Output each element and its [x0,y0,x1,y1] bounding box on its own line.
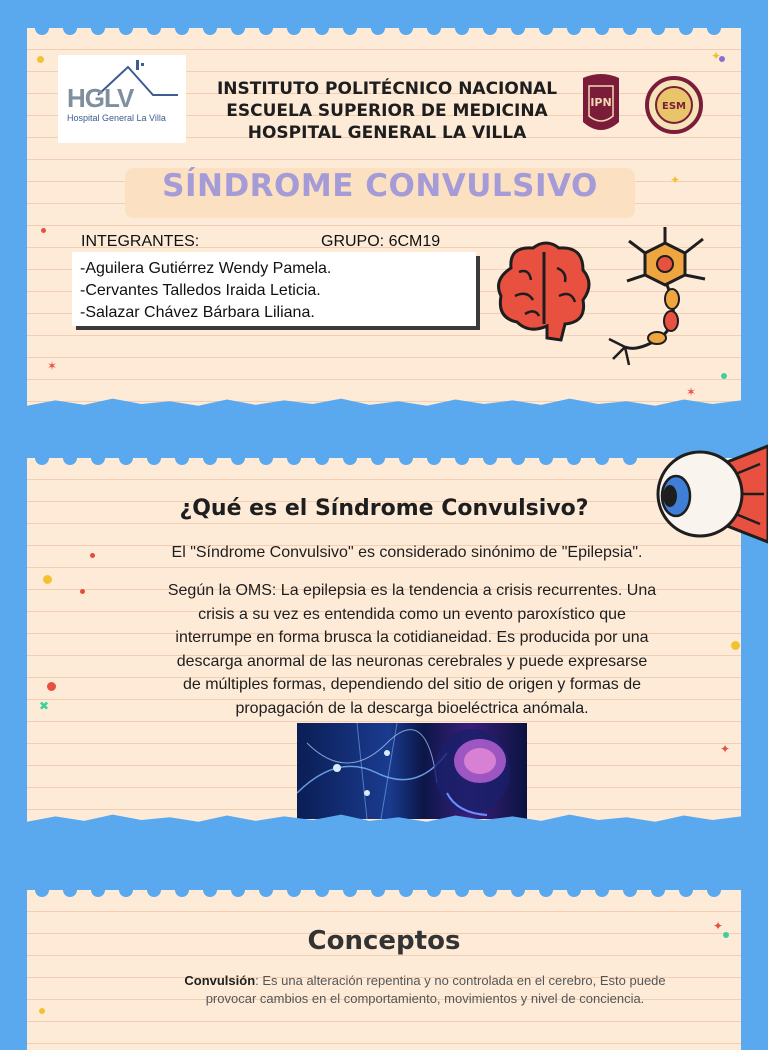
brain-icon [491,238,597,351]
paragraph-synonym: El "Síndrome Convulsivo" es considerado sinónimo de "Epilepsia". [171,544,643,561]
binder-holes [27,458,741,480]
neurons-brain-image [297,723,527,819]
decor-dot [43,575,52,584]
section-title: ¿Qué es el Síndrome Convulsivo? [179,496,589,521]
torn-edge [27,395,741,412]
hglv-logo [58,55,186,143]
member-2: -Cervantes Talledos Iraida Leticia. [80,282,321,299]
decor-dot [723,932,729,938]
concepts-card [27,890,741,1050]
decor-star: ✦ [720,742,731,756]
decor-dot [39,1008,45,1014]
concept-definition-line-2: provocar cambios en el comportamiento, movimientos y nivel de conciencia. [205,991,645,1006]
esm-logo-text: ESM [662,101,686,112]
ipn-logo-text: IPN [590,96,612,109]
eye-icon [652,444,768,549]
institution-line-1: INSTITUTO POLITÉCNICO NACIONAL [216,79,558,99]
decor-star: ✦ [670,173,681,187]
institution-header [197,78,577,144]
concept-term: Convulsión [184,973,256,988]
decor-star: ✶ [686,385,697,399]
decor-star: ✦ [711,49,722,63]
members-label: INTEGRANTES: [81,233,200,250]
definition-card [27,458,741,828]
member-3: -Salazar Chávez Bárbara Liliana. [80,304,315,321]
concepts-title: Conceptos [307,926,461,956]
decor-star: ✖ [39,699,50,713]
binder-holes [27,28,741,50]
cover-card [27,28,741,412]
neuron-icon [605,223,735,378]
paragraph-line: Según la OMS: La epilepsia es la tendencia a crisis recurrentes. Una [167,582,657,599]
bullet-dot [80,589,85,594]
decor-dot [721,373,727,379]
paragraph-line: descarga anormal de las neuronas cerebrales y puede expresarse [176,652,648,670]
paragraph-oms [103,579,721,720]
paragraph-line: interrumpe en forma brusca la cotidianeidad. Es producida por una [175,629,649,646]
bullet-dot [90,553,95,558]
institution-line-2: ESCUELA SUPERIOR DE MEDICINA [226,101,548,121]
decor-star: ✦ [713,919,724,933]
decor-star: ✶ [47,359,58,373]
page-title: SÍNDROME CONVULSIVO [125,168,635,218]
logo-text: HGLV [67,83,134,113]
binder-holes [27,890,741,912]
decor-dot [47,682,56,691]
paragraph-line: propagación de la descarga bioeléctrica anómala. [235,699,589,717]
member-1: -Aguilera Gutiérrez Wendy Pamela. [80,260,332,277]
ipn-logo [579,72,623,143]
esm-logo [645,76,703,139]
team-header [81,233,491,251]
group-label: GRUPO: 6CM19 [321,233,441,250]
decor-dot [731,641,740,650]
concept-definition [145,972,705,1008]
decor-dot [37,56,44,63]
paragraph-line: de múltiples formas, dependiendo del sitio de origen y formas de [182,676,642,693]
concept-definition-line-1: : Es una alteración repentina y no controlada en el cerebro, Esto puede [255,973,666,988]
paragraph-line: crisis a su vez es entendida como un evento paroxístico que [198,605,626,623]
logo-subtext: Hospital General La Villa [67,113,166,123]
members-box [72,252,476,326]
decor-dot [41,228,46,233]
institution-line-3: HOSPITAL GENERAL LA VILLA [247,123,527,143]
